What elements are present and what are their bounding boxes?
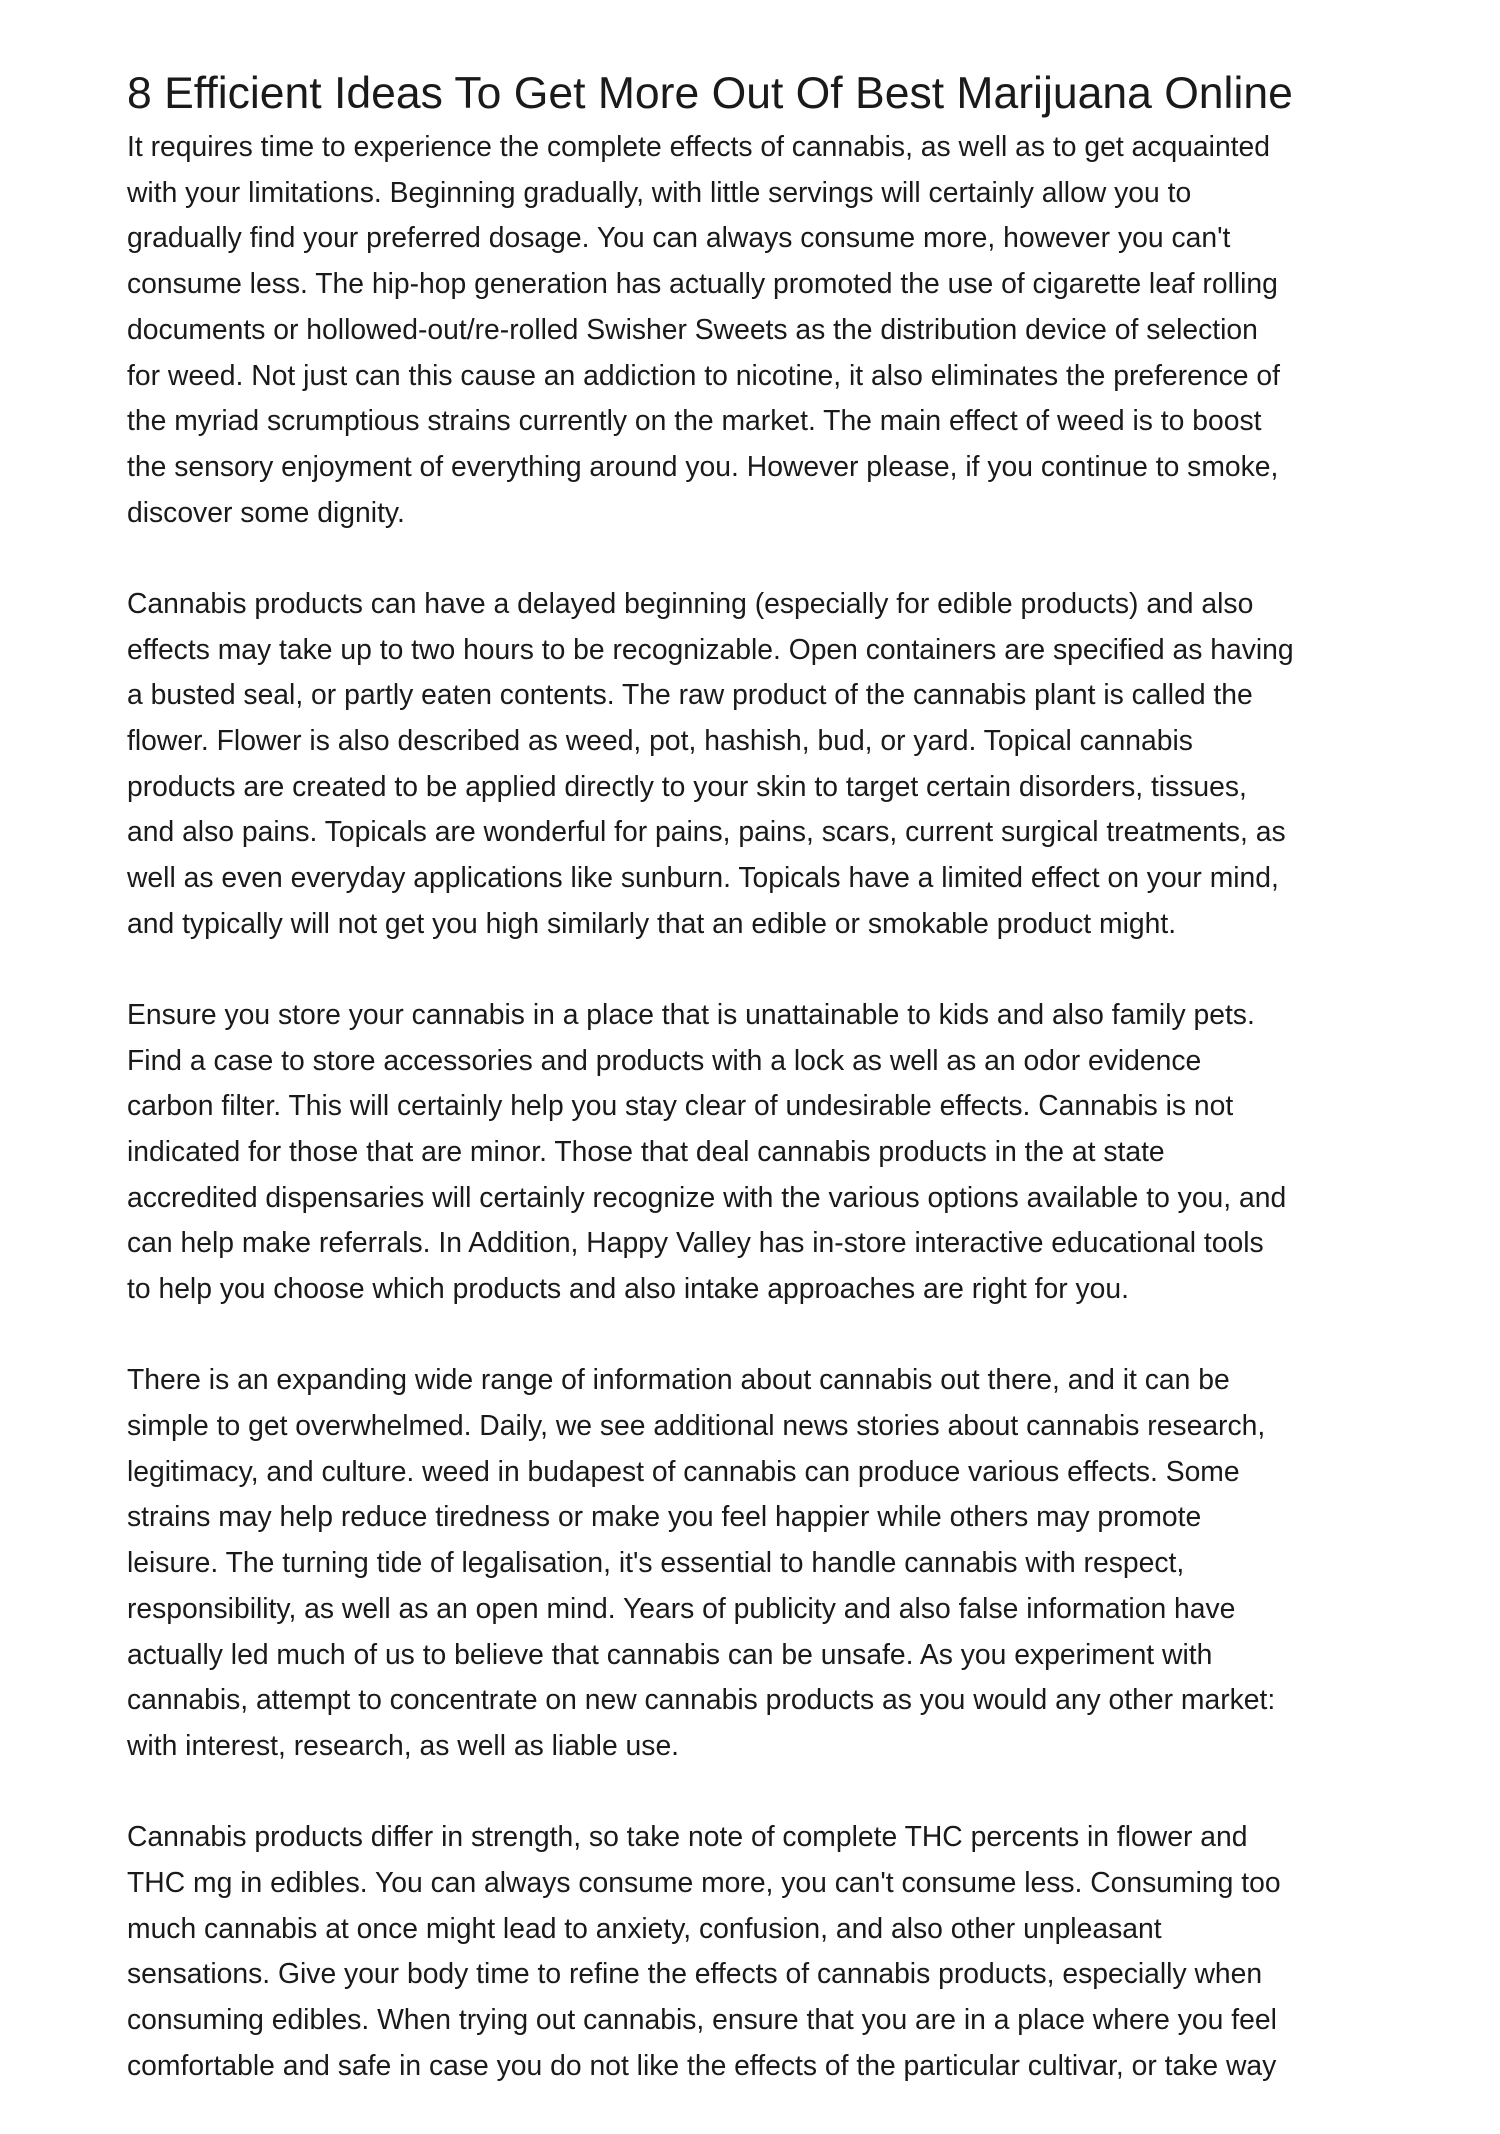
paragraph-line: actually led much of us to believe that cannabis can be unsafe. As you experiment with (127, 1637, 1213, 1670)
paragraph-line: Cannabis products can have a delayed beginning (especially for edible products) and also (127, 586, 1254, 619)
paragraph-line: well as even everyday applications like sunburn. Topicals have a limited effect on your mind, (127, 861, 1279, 894)
paragraph-line: legitimacy, and culture. weed in budapest of cannabis can produce various effects. Some (127, 1454, 1240, 1487)
paragraph-5 (127, 1814, 1407, 2088)
paragraph-line: cannabis, attempt to concentrate on new cannabis products as you would any other market: (127, 1683, 1276, 1716)
paragraph-line: to help you choose which products and also intake approaches are right for you. (127, 1272, 1130, 1305)
paragraph-line: There is an expanding wide range of information about cannabis out there, and it can be (127, 1363, 1230, 1396)
paragraph-line: a busted seal, or partly eaten contents. The raw product of the cannabis plant is called the (127, 678, 1253, 711)
paragraph-2 (127, 581, 1407, 947)
paragraph-line: and typically will not get you high similarly that an edible or smokable product might. (127, 906, 1177, 939)
paragraph-1 (127, 124, 1407, 535)
paragraph-line: consuming edibles. When trying out cannabis, ensure that you are in a place where you feel (127, 2003, 1277, 2036)
paragraph-line: much cannabis at once might lead to anxiety, confusion, and also other unpleasant (127, 1911, 1162, 1944)
paragraph-line: the myriad scrumptious strains currently on the market. The main effect of weed is to boost (127, 404, 1262, 437)
paragraph-4 (127, 1357, 1407, 1768)
paragraph-line: can help make referrals. In Addition, Happy Valley has in-store interactive educational tools (127, 1226, 1264, 1259)
paragraph-line: for weed. Not just can this cause an addiction to nicotine, it also eliminates the preference of (127, 358, 1280, 391)
paragraph-line: Find a case to store accessories and products with a lock as well as an odor evidence (127, 1043, 1202, 1076)
paragraph-line: with your limitations. Beginning gradually, with little servings will certainly allow you to (127, 175, 1192, 208)
paragraph-line: sensations. Give your body time to refine the effects of cannabis products, especially when (127, 1957, 1263, 1990)
paragraph-line: the sensory enjoyment of everything around you. However please, if you continue to smoke, (127, 449, 1279, 482)
document-page (127, 64, 1407, 2134)
paragraph-line: responsibility, as well as an open mind. Years of publicity and also false information have (127, 1591, 1236, 1624)
paragraph-line: It requires time to experience the complete effects of cannabis, as well as to get acquainted (127, 130, 1271, 162)
paragraph-3 (127, 992, 1407, 1312)
paragraph-line: consume less. The hip-hop generation has actually promoted the use of cigarette leaf rolling (127, 267, 1278, 300)
paragraph-line: simple to get overwhelmed. Daily, we see additional news stories about cannabis research, (127, 1409, 1266, 1442)
paragraph-line: discover some dignity. (127, 495, 405, 528)
paragraph-line: leisure. The turning tide of legalisation, it's essential to handle cannabis with respect, (127, 1546, 1185, 1579)
paragraph-line: carbon filter. This will certainly help you stay clear of undesirable effects. Cannabis is not (127, 1089, 1234, 1122)
paragraph-line: THC mg in edibles. You can always consume more, you can't consume less. Consuming too (127, 1865, 1281, 1898)
document-title: 8 Efficient Ideas To Get More Out Of Best Marijuana Online (127, 69, 1293, 118)
paragraph-line: indicated for those that are minor. Those that deal cannabis products in the at state (127, 1135, 1165, 1168)
paragraph-line: products are created to be applied directly to your skin to target certain disorders, tissues, (127, 769, 1247, 802)
paragraph-line: Cannabis products differ in strength, so take note of complete THC percents in flower and (127, 1820, 1248, 1853)
paragraph-line: accredited dispensaries will certainly recognize with the various options available to you, and (127, 1180, 1287, 1213)
paragraph-line: with interest, research, as well as liable use. (127, 1729, 680, 1761)
paragraph-line: Ensure you store your cannabis in a place that is unattainable to kids and also family pets. (127, 997, 1255, 1030)
paragraph-line: comfortable and safe in case you do not like the effects of the particular cultivar, or take way (127, 2048, 1277, 2081)
paragraph-line: effects may take up to two hours to be recognizable. Open containers are specified as having (127, 632, 1294, 665)
paragraph-line: and also pains. Topicals are wonderful for pains, pains, scars, current surgical treatments, as (127, 815, 1286, 848)
paragraph-line: gradually find your preferred dosage. You can always consume more, however you can't (127, 221, 1231, 254)
paragraph-line: flower. Flower is also described as weed, pot, hashish, bud, or yard. Topical cannabis (127, 723, 1193, 756)
paragraph-line: documents or hollowed-out/re-rolled Swisher Sweets as the distribution device of selection (127, 312, 1258, 345)
paragraph-line: strains may help reduce tiredness or make you feel happier while others may promote (127, 1500, 1202, 1533)
